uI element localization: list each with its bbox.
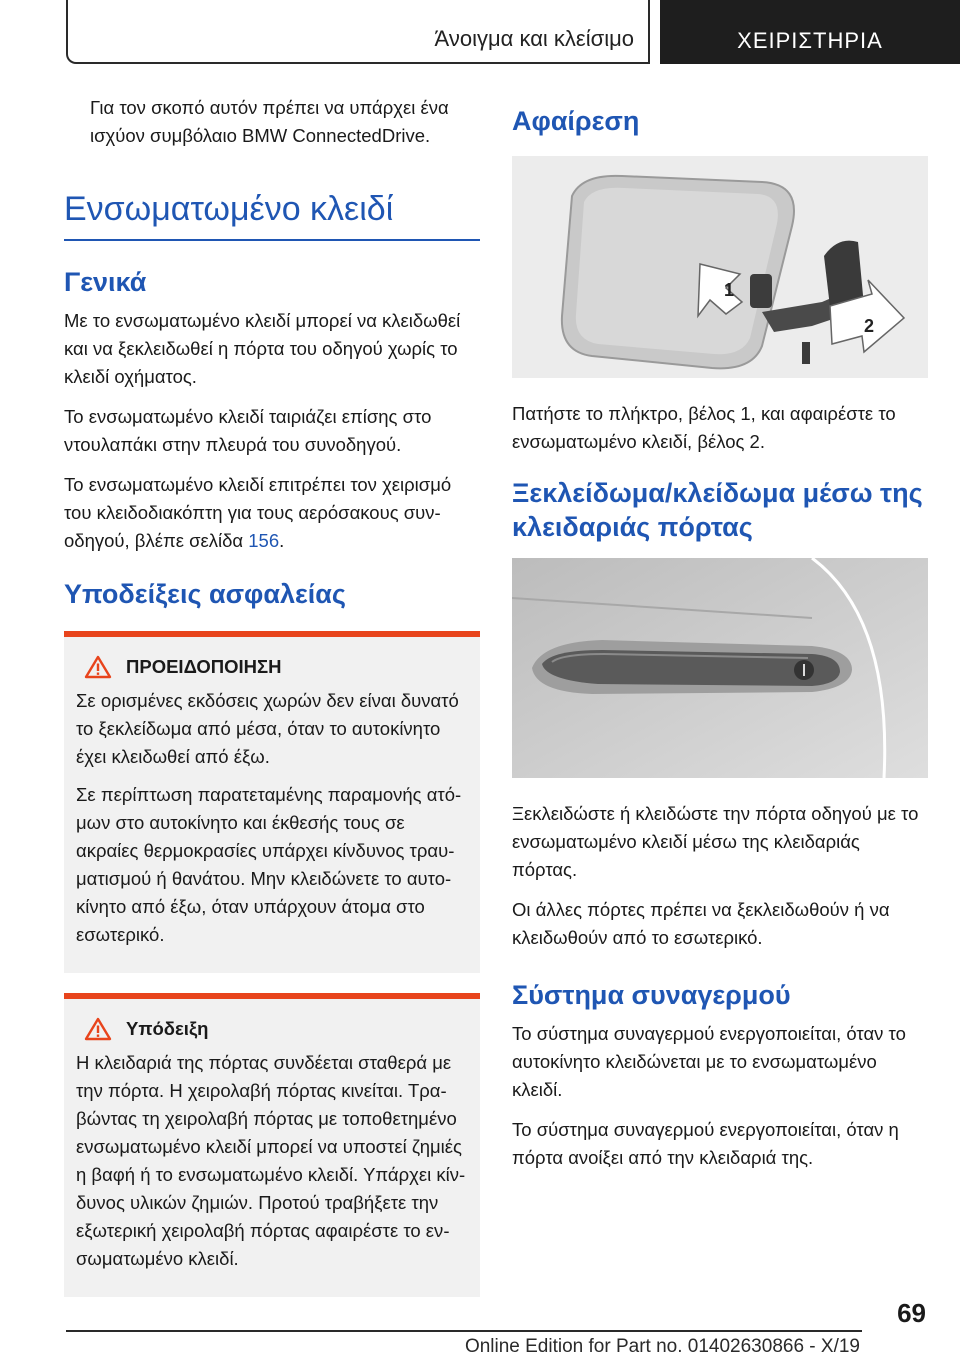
section-title: Άνοιγμα και κλείσιμο [434, 26, 634, 51]
warning-paragraph-2: Σε περίπτωση παρατεταμένης παραμονής ατόμων στο αυτοκίνητο και έκθεσής τους σε ακραίες θερμοκρασίες υπάρχει κίνδυνος τραυματισμού ή θανάτου. Μην κλειδώνετε το αυτοκίνητο από έξω, όταν υπάρχουν άτομα στο εσωτερικό. [76, 784, 462, 945]
general-paragraph-3-text: Το ενσωματωμένο κλειδί επιτρέπει τον χειρισμό του κλειδοδιακόπτη για τους αερόσακους συνοδηγού, βλέπε σελίδα [64, 474, 452, 551]
notice-paragraph: Η κλειδαριά της πόρτας συνδέεται σταθερά με την πόρτα. Η χειρολαβή πόρτας κινείται. Τραβώντας τη χειρολαβή πόρτας με τοποθετημένο ενσωματωμένο κλειδί μπορεί να υποστεί ζημιές η βαφή ή το ενσωματωμένο κλειδί. Υπάρχει κίνδυνος υλικών ζημιών. Προτού τραβήξετε την εξωτερική χειρολαβή πόρτας αφαιρέστε το ενσωματωμένο κλειδί. [76, 1052, 466, 1269]
general-paragraph-1: Με το ενσωματωμένο κλειδί μπορεί να κλειδωθεί και να ξεκλειδωθεί η πόρτα του οδηγού χωρίς το κλειδί οχήματος. [64, 310, 461, 387]
heading-door-lock: Ξεκλείδωμα/κλείδωμα μέσω της κλειδαριάς πόρτας [512, 478, 923, 542]
alarm-paragraph-2: Το σύστημα συναγερμού ενεργοποιείται, όταν η πόρτα ανοίξει από την κλειδαριά της. [512, 1119, 899, 1168]
key-fob-image [512, 156, 928, 378]
door-handle-illustration [512, 558, 928, 778]
heading-general: Γενικά [64, 267, 147, 297]
general-paragraph-2: Το ενσωματωμένο κλειδί ταιριάζει επίσης στο ντουλαπάκι στην πλευρά του συνοδηγού. [64, 406, 432, 455]
notice-header [76, 1017, 468, 1041]
warning-paragraph-1: Σε ορισμένες εκδόσεις χωρών δεν είναι δυνατό το ξεκλείδωμα από μέσα, όταν το αυτοκίνητο έχει κλειδωθεί από έξω. [76, 690, 459, 767]
notice-triangle-icon [84, 1017, 112, 1041]
alarm-paragraph-1: Το σύστημα συναγερμού ενεργοποιείται, όταν το αυτοκίνητο κλειδώνεται με το ενσωματωμένο κλειδί. [512, 1023, 906, 1100]
notice-box [64, 993, 480, 1297]
general-paragraph-3 [64, 471, 480, 555]
intro-text: Για τον σκοπό αυτόν πρέπει να υπάρχει ένα ισχύον συμβόλαιο BMW ConnectedDrive. [90, 97, 449, 146]
chapter-tab[interactable]: ΧΕΙΡΙΣΤΗΡΙΑ [660, 0, 960, 64]
door-lock-paragraph-2: Οι άλλες πόρτες πρέπει να ξεκλειδωθούν ή να κλειδωθούν από το εσωτερικό. [512, 899, 890, 948]
arrow-label-1: 1 [724, 280, 735, 300]
door-handle-image [512, 558, 928, 778]
warning-box [64, 631, 480, 973]
key-removal-illustration [512, 156, 928, 378]
warning-triangle-icon [84, 655, 112, 679]
warning-header [76, 655, 468, 679]
heading-alarm-system: Σύστημα συναγερμού [512, 980, 791, 1010]
edition-info: Online Edition for Part no. 01402630866 - X/19 [464, 1336, 860, 1357]
right-column [512, 94, 928, 1184]
general-paragraph-3-end: . [279, 530, 285, 551]
door-lock-paragraph-1: Ξεκλειδώστε ή κλειδώστε την πόρτα οδηγού με το ενσωματωμένο κλειδί μέσω της κλειδαριάς πόρτας. [512, 803, 919, 880]
removal-paragraph: Πατήστε το πλήκτρο, βέλος 1, και αφαιρέστε το ενσωματωμένο κλειδί, βέλος 2. [512, 403, 896, 452]
warning-title: ΠΡΟΕΙΔΟΠΟΙΗΣΗ [126, 656, 282, 677]
page-link-156[interactable]: 156 [248, 530, 280, 551]
heading-safety-notes: Υποδείξεις ασφαλείας [64, 579, 346, 609]
notice-title: Υπόδειξη [126, 1018, 209, 1039]
heading-integrated-key: Ενσωματωμένο κλειδί [64, 190, 480, 241]
page-number: 69 [897, 1298, 926, 1328]
arrow-label-2: 2 [864, 316, 875, 336]
header-frame [66, 0, 650, 64]
left-column [64, 94, 480, 1297]
heading-removal: Αφαίρεση [512, 106, 640, 136]
footer-divider [66, 1330, 862, 1332]
